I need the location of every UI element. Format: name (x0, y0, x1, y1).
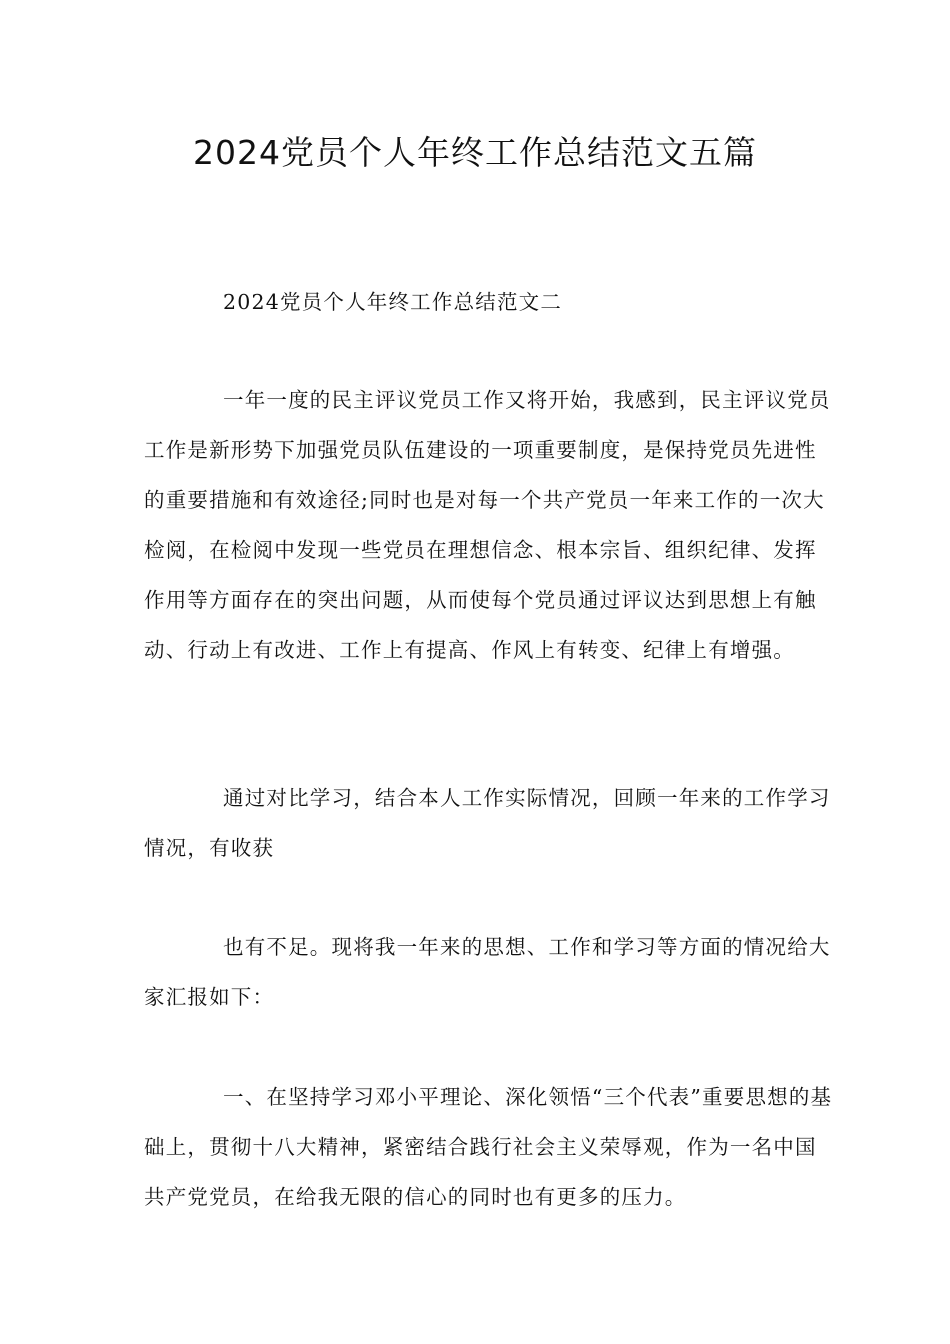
document-title: 2024党员个人年终工作总结范文五篇 (193, 133, 757, 172)
paragraph-1: 一年一度的民主评议党员工作又将开始，我感到，民主评议党员工作是新形势下加强党员队伍建设的一项重要制度，是保持党员先进性的重要措施和有效途径;同时也是对每一个共产党员一年来工作的一次大检阅，在检阅中发现一些党员在理想信念、根本宗旨、组织纪律、发挥作用等方面存在的突出问题，从而使每个党员通过评议达到思想上有触动、行动上有改进、工作上有提高、作风上有转变、纪律上有增强。 (144, 388, 831, 662)
paragraph-2: 通过对比学习，结合本人工作实际情况，回顾一年来的工作学习情况，有收获 (144, 786, 831, 860)
paragraph-4: 一、在坚持学习邓小平理论、深化领悟“三个代表”重要思想的基础上，贯彻十八大精神，紧密结合践行社会主义荣辱观，作为一名中国共产党党员，在给我无限的信心的同时也有更多的压力。 (144, 1085, 833, 1209)
section-subtitle: 2024党员个人年终工作总结范文二 (223, 290, 563, 314)
paragraph-3: 也有不足。现将我一年来的思想、工作和学习等方面的情况给大家汇报如下： (144, 935, 831, 1009)
